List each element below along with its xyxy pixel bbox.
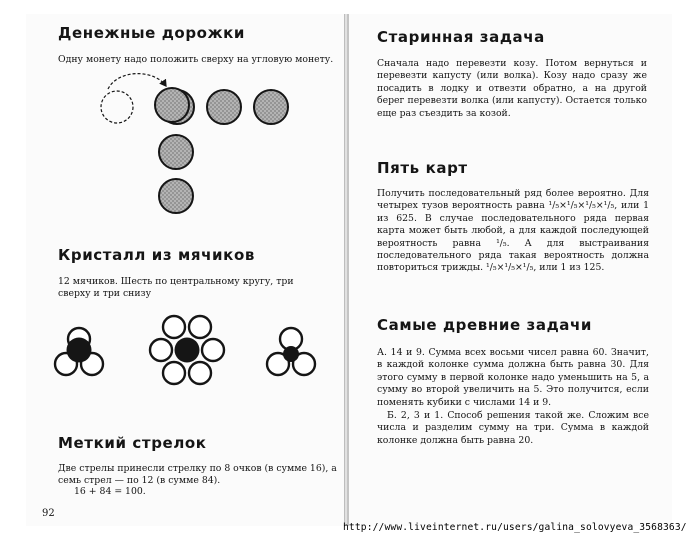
money-paths-title: Денежные дорожки [58, 24, 245, 42]
archer-equation: 16 + 84 = 100. [74, 486, 146, 497]
ball [163, 362, 185, 384]
source-url-link[interactable]: http://www.liveinternet.ru/users/galina_solovyeva_3568363/ [343, 522, 687, 533]
five-cards-title: Пять карт [377, 159, 468, 177]
crystal-text: 12 мячиков. Шесть по центральному кругу, три сверху и три снизу [58, 276, 294, 300]
archer-text: Две стрелы принесли стрелку по 8 очков (в сумме 16), а семь стрел — по 12 (в сумме 84). [58, 463, 337, 487]
ball [150, 339, 172, 361]
center-ball-dark [283, 346, 299, 362]
page-number: 92 [42, 508, 55, 519]
ball [202, 339, 224, 361]
ancient-tasks-title: Самые древние задачи [377, 316, 593, 334]
old-task-text: Сначала надо перевезти козу. Потом вернуться и перевезти капусту (или волка). Козу надо сразу же посадить в лодку и отвезти обратно, а на другой берег перевезти волка (или капусту). Остается только еще раз съездить за козой. [377, 58, 647, 119]
five-cards-text: Получить последовательный ряд более вероятно. Для четырех тузов вероятность равна ¹/₅×¹/₅×¹/₅×¹/₅, или 1 из 625. В случае последовательного ряда первая карта может быть любой, а для каждой последующей вероятность равна ¹/₅. А для выстраивания последовательного ряда такая вероятность должна повториться трижды. ¹/₅×¹/₅×¹/₅, или 1 из 125. [377, 188, 649, 274]
center-ball-dark [175, 338, 200, 363]
old-task-title: Старинная задача [377, 28, 545, 46]
crystal-title: Кристалл из мячиков [58, 246, 255, 264]
money-paths-text: Одну монету надо положить сверху на угловую монету. [58, 54, 334, 65]
left-page [26, 14, 345, 526]
archer-title: Меткий стрелок [58, 434, 207, 452]
ball [189, 316, 211, 338]
ball-crystal-illustration [26, 14, 344, 414]
center-ball-dark [67, 338, 92, 363]
right-page [348, 14, 672, 526]
ball [163, 316, 185, 338]
ball [189, 362, 211, 384]
ancient-tasks-text-b: Б. 2, 3 и 1. Способ решения такой же. Сложим все числа и разделим сумму на три. Сумма в каждой колонке должна быть равна 20. [377, 410, 649, 446]
ancient-tasks-text-a: А. 14 и 9. Сумма всех восьми чисел равна 60. Значит, в каждой колонке сумма должна быть равна 30. Для этого сумму в первой колонке надо уменьшить на 5, а сумму во второй увеличить на 5. Это получится, если поменять кубики с числами 14 и 9. [377, 347, 649, 408]
